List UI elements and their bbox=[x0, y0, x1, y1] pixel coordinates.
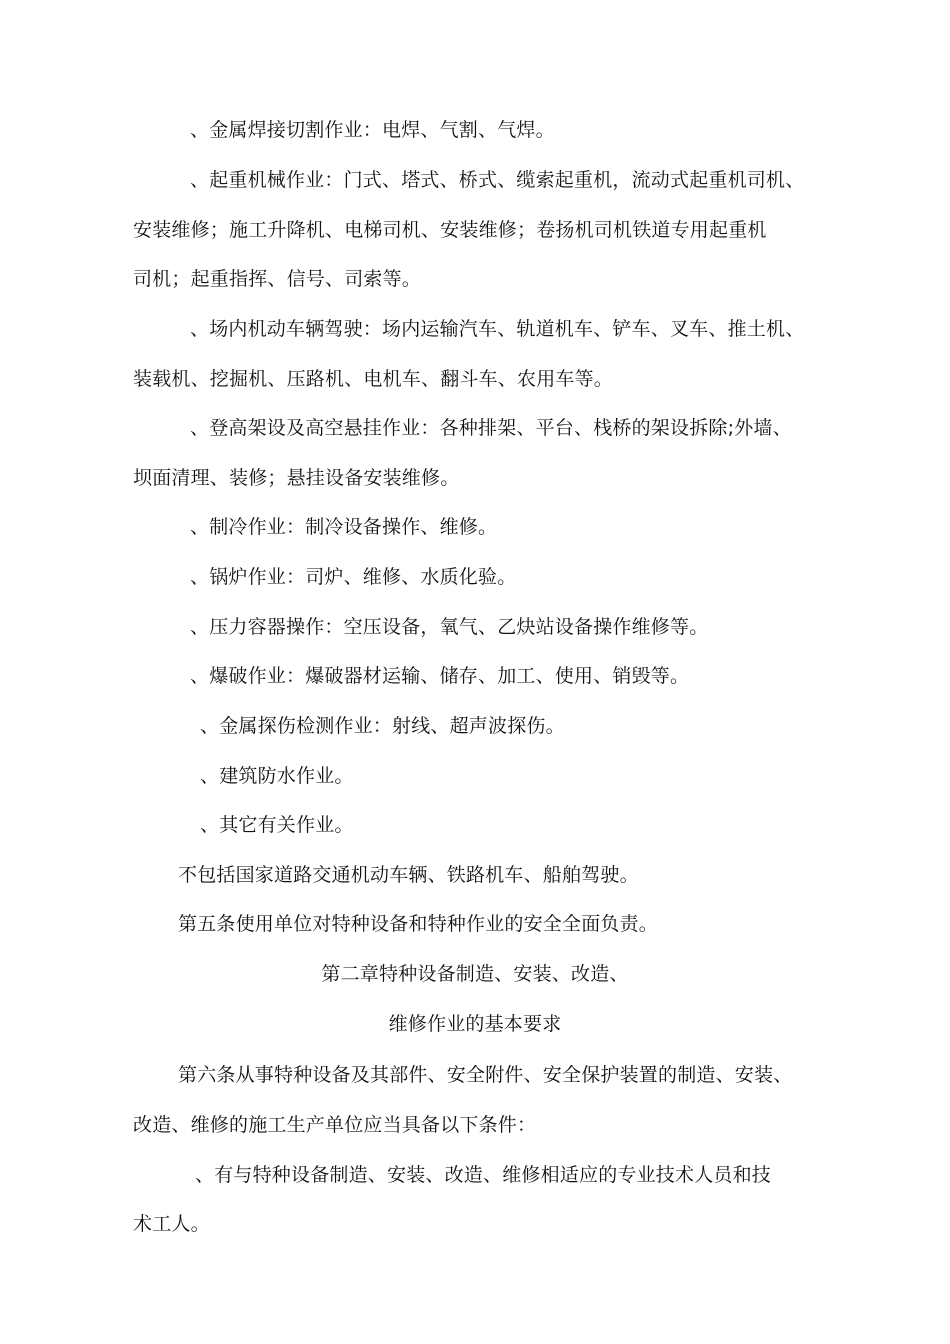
condition-1-line-1: 、有与特种设备制造、安装、改造、维修相适应的专业技术人员和技 bbox=[195, 1164, 772, 1186]
item-vehicle: 、场内机动车辆驾驶：场内运输汽车、轨道机车、铲车、叉车、推土机、 bbox=[190, 318, 805, 340]
item-pressure-vessel: 、压力容器操作：空压设备，氧气、乙炔站设备操作维修等。 bbox=[190, 616, 709, 638]
item-welding: 、金属焊接切割作业：电焊、气割、气焊。 bbox=[190, 119, 555, 141]
article-6-line-1: 第六条从事特种设备及其部件、安全附件、安全保护装置的制造、安装、 bbox=[178, 1064, 793, 1086]
item-refrigeration: 、制冷作业：制冷设备操作、维修。 bbox=[190, 516, 498, 538]
item-height-work: 、登高架设及高空悬挂作业：各种排架、平台、栈桥的架设拆除;外墙、 bbox=[190, 417, 792, 439]
item-boiler: 、锅炉作业：司炉、维修、水质化验。 bbox=[190, 566, 517, 588]
article-5: 第五条使用单位对特种设备和特种作业的安全全面负责。 bbox=[178, 913, 659, 935]
item-blasting: 、爆破作业：爆破器材运输、储存、加工、使用、销毁等。 bbox=[190, 665, 690, 687]
item-lifting: 、起重机械作业：门式、塔式、桥式、缆索起重机，流动式起重机司机、 bbox=[190, 169, 805, 191]
item-flaw-detection: 、金属探伤检测作业：射线、超声波探伤。 bbox=[200, 715, 565, 737]
article-6-line-2: 改造、维修的施工生产单位应当具备以下条件： bbox=[133, 1114, 537, 1136]
item-vehicle-cont: 装载机、挖掘机、压路机、电机车、翻斗车、农用车等。 bbox=[133, 368, 614, 390]
item-other: 、其它有关作业。 bbox=[200, 814, 354, 836]
item-waterproofing: 、建筑防水作业。 bbox=[200, 765, 354, 787]
item-height-work-cont: 坝面清理、装修；悬挂设备安装维修。 bbox=[133, 467, 460, 489]
exclusion-note: 不包括国家道路交通机动车辆、铁路机车、船舶驾驶。 bbox=[178, 864, 639, 886]
item-lifting-cont-1: 安装维修；施工升降机、电梯司机、安装维修；卷扬机司机铁道专用起重机 bbox=[133, 219, 767, 241]
chapter-title-line-2: 维修作业的基本要求 bbox=[388, 1013, 562, 1035]
item-lifting-cont-2: 司机；起重指挥、信号、司索等。 bbox=[133, 268, 422, 290]
chapter-title-line-1: 第二章特种设备制造、安装、改造、 bbox=[321, 963, 629, 985]
condition-1-line-2: 术工人。 bbox=[133, 1213, 210, 1235]
